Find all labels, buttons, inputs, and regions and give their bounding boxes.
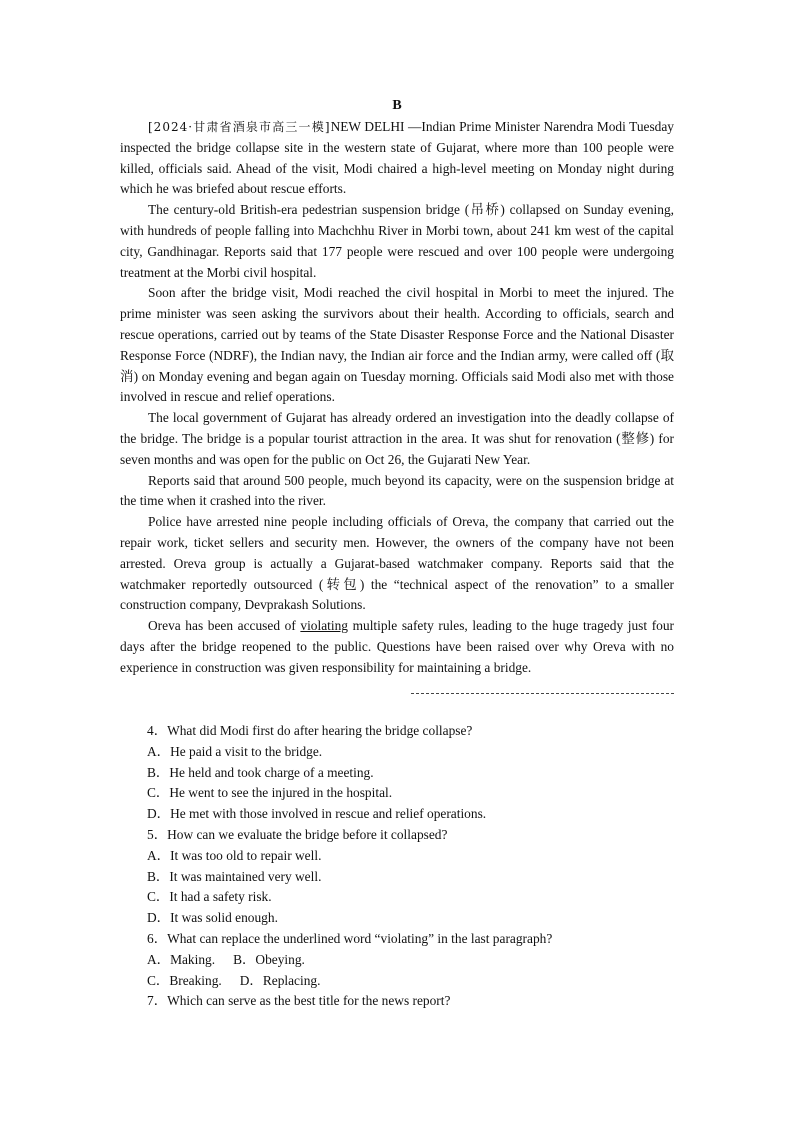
passage-paragraph-6: Police have arrested nine people including officials of Oreva, the company that carried out the repair work, ticket sellers and security men. However, the owners of the company have not been arrested. Oreva group is actually a Gujarat-based watchmaker company. Reports said that the watchmaker reportedly outsourced (转包) the “technical aspect of the renovation” to a smaller construction company, Devprakash Solutions. bbox=[120, 514, 674, 613]
option-text: It had a safety risk. bbox=[169, 889, 272, 905]
options-6ab bbox=[147, 950, 647, 971]
option-4b[interactable] bbox=[147, 763, 647, 784]
dashed-divider bbox=[411, 693, 674, 694]
question-number: 6． bbox=[147, 930, 168, 946]
underlined-word: violating bbox=[300, 618, 348, 634]
reading-passage bbox=[120, 96, 674, 679]
question-text: Which can serve as the best title for the news report? bbox=[167, 993, 451, 1009]
option-text: It was too old to repair well. bbox=[170, 847, 322, 863]
question-text: What can replace the underlined word “violating” in the last paragraph? bbox=[167, 930, 553, 946]
option-text: He paid a visit to the bridge. bbox=[170, 743, 323, 759]
option-5a[interactable] bbox=[147, 846, 647, 867]
option-text: Replacing. bbox=[262, 972, 321, 988]
option-letter: B． bbox=[233, 951, 256, 967]
option-6a[interactable] bbox=[147, 950, 215, 971]
question-number: 7． bbox=[147, 993, 168, 1009]
passage-paragraph-7 bbox=[120, 616, 674, 678]
passage-paragraph-4: The local government of Gujarat has already ordered an investigation into the deadly collapse of the bridge. The bridge is a popular tourist attraction in the area. It was shut for renovation (整修) for seven months and was open for the public on Oct 26, the Gujarati New Year. bbox=[120, 410, 674, 467]
option-letter: C． bbox=[147, 972, 170, 988]
option-letter: B． bbox=[147, 868, 170, 884]
option-letter: D． bbox=[239, 972, 263, 988]
option-6b[interactable] bbox=[233, 950, 305, 971]
section-title: B bbox=[392, 98, 402, 113]
passage-paragraph-1 bbox=[120, 117, 674, 200]
question-list bbox=[147, 721, 647, 1012]
option-text: He went to see the injured in the hospital. bbox=[169, 785, 393, 801]
paragraph-text: NEW DELHI —Indian Prime Minister Narendra Modi Tuesday inspected the bridge collapse site in the western state of Gujarat, where more than 100 people were killed, officials said. Ahead of the visit, Modi chaired a high-level meeting on Monday night during which he was briefed about rescue efforts. bbox=[120, 119, 675, 197]
option-letter: D． bbox=[147, 910, 171, 926]
option-6c[interactable] bbox=[147, 971, 222, 992]
question-7 bbox=[147, 991, 647, 1012]
option-5c[interactable] bbox=[147, 887, 647, 908]
option-letter: C． bbox=[147, 785, 170, 801]
question-4 bbox=[147, 721, 647, 742]
option-text: He held and took charge of a meeting. bbox=[169, 764, 374, 780]
option-5d[interactable] bbox=[147, 908, 647, 929]
option-letter: A． bbox=[147, 847, 171, 863]
option-6d[interactable] bbox=[240, 971, 321, 992]
question-6 bbox=[147, 929, 647, 950]
option-letter: A． bbox=[147, 951, 171, 967]
option-4d[interactable] bbox=[147, 804, 647, 825]
options-6cd bbox=[147, 971, 647, 992]
paragraph-text: Oreva has been accused of bbox=[148, 618, 301, 634]
passage-paragraph-5: Reports said that around 500 people, much beyond its capacity, were on the suspension bridge at the time when it crashed into the river. bbox=[120, 472, 674, 509]
question-5 bbox=[147, 825, 647, 846]
option-letter: C． bbox=[147, 889, 170, 905]
question-number: 4． bbox=[147, 723, 168, 738]
option-letter: B． bbox=[147, 764, 170, 780]
passage-paragraph-3: Soon after the bridge visit, Modi reached the civil hospital in Morbi to meet the injured. The prime minister was seen asking the survivors about their health. According to officials, search and rescue operations, carried out by teams of the State Disaster Response Force and the National Disaster Response Force (NDRF), the Indian navy, the Indian air force and the Indian army, were called off (取消) on Monday evening and began again on Tuesday morning. Officials said Modi also met with those involved in rescue and relief operations. bbox=[120, 285, 674, 405]
option-4c[interactable] bbox=[147, 783, 647, 804]
question-text: How can we evaluate the bridge before it collapsed? bbox=[167, 826, 448, 842]
option-text: He met with those involved in rescue and relief operations. bbox=[170, 806, 487, 822]
option-4a[interactable] bbox=[147, 742, 647, 763]
option-letter: A． bbox=[147, 743, 171, 759]
question-number: 5． bbox=[147, 826, 168, 842]
option-text: It was solid enough. bbox=[170, 910, 278, 926]
option-5b[interactable] bbox=[147, 867, 647, 888]
option-text: It was maintained very well. bbox=[169, 868, 322, 884]
paragraph-text: multiple safety rules, leading to the huge tragedy just four days after the bridge reopened to the public. Questions have been raised over why Oreva with no experience in construction was given responsibility for maintaining a bridge. bbox=[120, 618, 674, 675]
option-text: Making. bbox=[170, 951, 216, 967]
passage-paragraph-2: The century-old British-era pedestrian suspension bridge (吊桥) collapsed on Sunday evening, with hundreds of people falling into Machchhu River in Morbi town, about 241 km west of the capital city, Gandhinagar. Reports said that 177 people were rescued and over 100 people were undergoing treatment at the Morbi civil hospital. bbox=[120, 202, 674, 280]
option-text: Breaking. bbox=[169, 972, 222, 988]
option-text: Obeying. bbox=[255, 951, 305, 967]
option-letter: D． bbox=[147, 806, 171, 822]
question-text: What did Modi first do after hearing the bridge collapse? bbox=[167, 723, 473, 738]
source-tag: [2024·甘肃省酒泉市高三一模] bbox=[148, 120, 331, 134]
